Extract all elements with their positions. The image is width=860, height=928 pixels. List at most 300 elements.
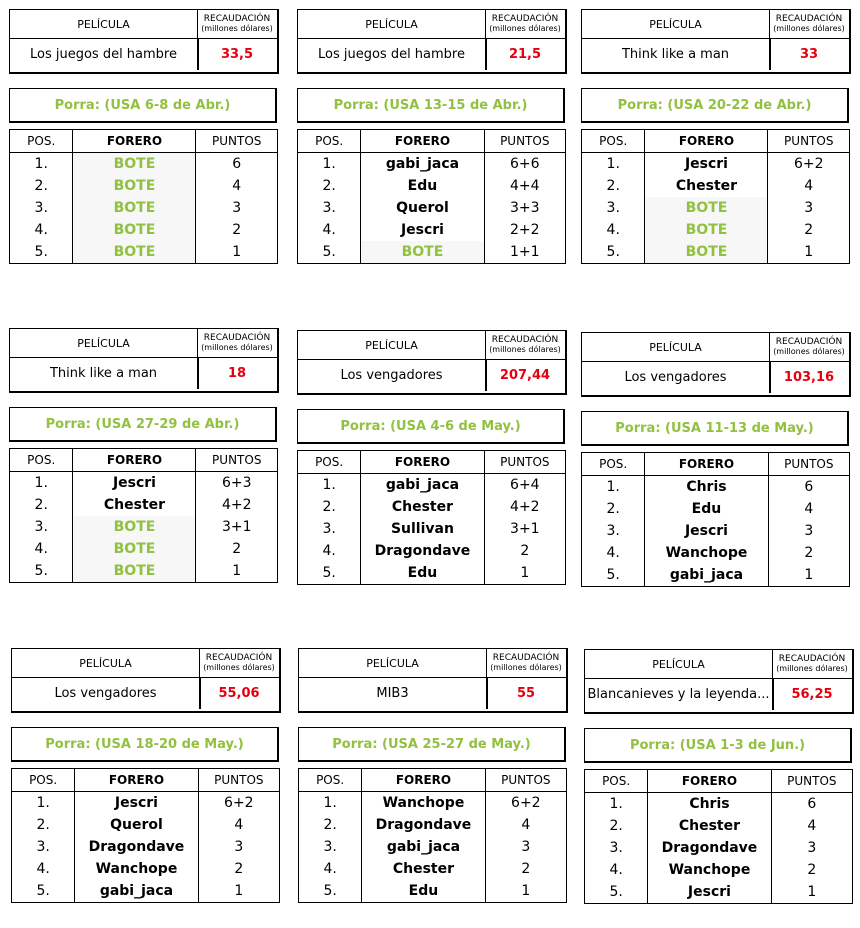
movie-box	[584, 649, 854, 714]
table-header-row	[582, 130, 850, 153]
puntos-header: PUNTOS	[768, 130, 850, 153]
ranking-table	[9, 129, 278, 264]
gross-amount: 21,5	[508, 47, 542, 62]
table-row	[582, 197, 850, 219]
movie-title: Los juegos del hambre	[298, 39, 487, 70]
recaudacion-sub-label: (millones dólares)	[489, 24, 561, 33]
table-row	[12, 814, 280, 836]
table-row	[12, 836, 280, 858]
puntos-header: PUNTOS	[771, 770, 852, 793]
gross-amount: 55	[516, 686, 536, 701]
movie-box	[581, 332, 851, 397]
row-forero: Edu	[362, 880, 485, 903]
porra-title: Porra: (USA 27-29 de Abr.)	[9, 407, 277, 442]
pos-header: POS.	[582, 453, 645, 476]
row-puntos: 4	[232, 178, 242, 194]
puntos-header: PUNTOS	[484, 451, 565, 474]
row-forero: BOTE	[73, 219, 196, 241]
row-pos: 1.	[585, 793, 648, 816]
forero-header: FORERO	[362, 769, 485, 792]
row-puntos: 6+3	[221, 475, 252, 491]
ranking-table	[581, 452, 850, 587]
table-row	[298, 496, 566, 518]
row-pos: 4.	[582, 542, 645, 564]
movie-title: Think like a man	[10, 358, 199, 389]
movie-box	[9, 328, 279, 393]
gross-amount: 18	[227, 366, 247, 381]
row-pos: 2.	[585, 815, 648, 837]
row-forero: Wanchope	[362, 792, 485, 815]
table-row	[10, 175, 278, 197]
porra-block	[9, 9, 279, 260]
row-puntos: 4	[804, 501, 814, 517]
row-puntos: 6+2	[224, 795, 254, 811]
ranking-table	[297, 450, 566, 585]
table-row	[10, 197, 278, 219]
movie-title: Los vengadores	[298, 360, 487, 391]
pelicula-header: PELÍCULA	[298, 10, 486, 38]
table-header-row	[10, 130, 278, 153]
row-forero: Edu	[645, 498, 768, 520]
recaudacion-label: RECAUDACIÓN	[778, 654, 846, 664]
recaudacion-header	[199, 649, 279, 677]
porra-title: Porra: (USA 18-20 de May.)	[11, 727, 279, 762]
row-pos: 1.	[10, 153, 73, 176]
row-pos: 3.	[582, 197, 645, 219]
row-pos: 2.	[298, 496, 361, 518]
recaudacion-header	[769, 10, 849, 38]
row-forero: Wanchope	[75, 858, 198, 880]
row-forero: Wanchope	[648, 859, 771, 881]
row-pos: 1.	[12, 792, 75, 815]
row-puntos: 6+2	[793, 156, 824, 172]
table-row	[10, 241, 278, 264]
row-puntos: 2	[804, 545, 814, 561]
row-pos: 4.	[10, 219, 73, 241]
row-forero: Chester	[361, 496, 484, 518]
row-forero: BOTE	[73, 153, 196, 176]
row-puntos: 1	[232, 563, 242, 579]
row-pos: 3.	[12, 836, 75, 858]
movie-box	[9, 9, 279, 74]
forero-header: FORERO	[73, 449, 196, 472]
row-pos: 2.	[299, 814, 362, 836]
recaudacion-sub-label: (millones dólares)	[203, 663, 275, 672]
table-row	[582, 153, 850, 176]
movie-box	[581, 9, 851, 74]
gross-amount: 33	[799, 47, 819, 62]
forero-header: FORERO	[361, 451, 484, 474]
row-puntos: 2+2	[509, 222, 540, 238]
forero-header: FORERO	[648, 770, 771, 793]
row-puntos: 3	[234, 839, 244, 855]
table-row	[298, 175, 566, 197]
table-row	[299, 814, 567, 836]
row-puntos: 2	[234, 861, 244, 877]
row-forero: Jescri	[73, 472, 196, 495]
recaudacion-label: RECAUDACIÓN	[205, 653, 273, 663]
table-row	[298, 540, 566, 562]
table-row	[582, 175, 850, 197]
row-puntos: 6	[807, 796, 817, 812]
movie-box	[298, 648, 568, 713]
row-pos: 5.	[12, 880, 75, 903]
movie-title: Blancanieves y la leyenda...	[585, 679, 774, 710]
row-forero: Querol	[361, 197, 484, 219]
table-header-row	[298, 451, 566, 474]
row-puntos: 1	[520, 565, 530, 581]
table-row	[298, 474, 566, 497]
table-row	[10, 472, 278, 495]
row-puntos: 4+4	[509, 178, 540, 194]
row-pos: 3.	[585, 837, 648, 859]
row-puntos: 1	[807, 884, 817, 900]
row-puntos: 4	[234, 817, 244, 833]
porra-block	[11, 648, 281, 899]
pelicula-header: PELÍCULA	[585, 650, 773, 678]
recaudacion-header	[197, 10, 277, 38]
table-row	[582, 542, 850, 564]
porra-block	[297, 330, 567, 581]
recaudacion-label: RECAUDACIÓN	[491, 335, 559, 345]
table-row	[299, 858, 567, 880]
porra-title: Porra: (USA 20-22 de Abr.)	[581, 88, 849, 123]
row-pos: 4.	[12, 858, 75, 880]
row-forero: BOTE	[645, 197, 768, 219]
row-forero: Chris	[648, 793, 771, 816]
table-row	[585, 881, 853, 904]
row-pos: 2.	[298, 175, 361, 197]
pelicula-header: PELÍCULA	[582, 333, 770, 361]
row-puntos: 3+3	[509, 200, 540, 216]
row-puntos: 3	[521, 839, 531, 855]
gross-amount: 55,06	[218, 686, 260, 701]
table-row	[12, 792, 280, 815]
movie-title: Think like a man	[582, 39, 771, 70]
puntos-header: PUNTOS	[198, 769, 279, 792]
row-puntos: 4	[807, 818, 817, 834]
table-row	[10, 153, 278, 176]
row-puntos: 6+2	[511, 795, 541, 811]
row-forero: Dragondave	[361, 540, 484, 562]
recaudacion-label: RECAUDACIÓN	[775, 337, 843, 347]
row-forero: gabi_jaca	[75, 880, 198, 903]
porra-title: Porra: (USA 6-8 de Abr.)	[9, 88, 277, 123]
table-row	[585, 859, 853, 881]
forero-header: FORERO	[73, 130, 196, 153]
porra-block	[9, 328, 279, 579]
row-forero: Chester	[645, 175, 768, 197]
porra-block	[581, 9, 851, 260]
gross-amount: 33,5	[220, 47, 254, 62]
row-pos: 5.	[298, 562, 361, 585]
porra-block	[584, 649, 854, 900]
row-forero: Sullivan	[361, 518, 484, 540]
movie-title: Los vengadores	[12, 678, 201, 709]
row-puntos: 1	[232, 244, 242, 260]
row-puntos: 3	[804, 523, 814, 539]
pos-header: POS.	[12, 769, 75, 792]
table-row	[298, 241, 566, 264]
row-pos: 5.	[299, 880, 362, 903]
recaudacion-header	[769, 333, 849, 361]
row-pos: 1.	[298, 153, 361, 176]
movie-box	[297, 330, 567, 395]
row-puntos: 4+2	[221, 497, 252, 513]
puntos-header: PUNTOS	[196, 130, 278, 153]
row-forero: Jescri	[645, 153, 768, 176]
porra-title: Porra: (USA 1-3 de Jun.)	[584, 728, 852, 763]
row-forero: Chris	[645, 476, 768, 499]
pos-header: POS.	[585, 770, 648, 793]
row-puntos: 2	[804, 222, 814, 238]
row-forero: Jescri	[361, 219, 484, 241]
row-forero: Jescri	[645, 520, 768, 542]
row-puntos: 6	[804, 479, 814, 495]
row-forero: Dragondave	[362, 814, 485, 836]
row-puntos: 1+1	[509, 244, 540, 260]
pelicula-header: PELÍCULA	[582, 10, 770, 38]
table-row	[10, 516, 278, 538]
table-row	[10, 494, 278, 516]
table-row	[299, 880, 567, 903]
row-puntos: 3	[807, 840, 817, 856]
table-row	[582, 476, 850, 499]
pelicula-header: PELÍCULA	[12, 649, 200, 677]
row-pos: 3.	[10, 197, 73, 219]
row-forero: BOTE	[73, 197, 196, 219]
row-forero: Dragondave	[75, 836, 198, 858]
row-pos: 1.	[299, 792, 362, 815]
table-row	[298, 219, 566, 241]
table-row	[12, 858, 280, 880]
row-puntos: 1	[234, 883, 244, 899]
table-row	[585, 837, 853, 859]
row-pos: 4.	[298, 219, 361, 241]
row-pos: 1.	[582, 476, 645, 499]
row-puntos: 2	[232, 541, 242, 557]
puntos-header: PUNTOS	[484, 130, 565, 153]
movie-box	[11, 648, 281, 713]
recaudacion-header	[486, 649, 566, 677]
recaudacion-header	[772, 650, 852, 678]
row-forero: BOTE	[73, 538, 196, 560]
recaudacion-sub-label: (millones dólares)	[773, 24, 845, 33]
row-pos: 4.	[10, 538, 73, 560]
table-row	[585, 793, 853, 816]
row-pos: 3.	[582, 520, 645, 542]
row-pos: 2.	[582, 175, 645, 197]
row-puntos: 2	[520, 543, 530, 559]
recaudacion-sub-label: (millones dólares)	[201, 343, 273, 352]
recaudacion-header	[485, 331, 565, 359]
row-forero: BOTE	[361, 241, 484, 264]
row-puntos: 1	[804, 244, 814, 260]
table-row	[582, 520, 850, 542]
ranking-table	[9, 448, 278, 583]
porra-title: Porra: (USA 11-13 de May.)	[581, 411, 849, 446]
row-pos: 1.	[10, 472, 73, 495]
row-puntos: 1	[521, 883, 531, 899]
puntos-header: PUNTOS	[485, 769, 566, 792]
row-puntos: 6+6	[509, 156, 540, 172]
forero-header: FORERO	[75, 769, 198, 792]
table-row	[582, 498, 850, 520]
table-row	[10, 538, 278, 560]
row-pos: 3.	[10, 516, 73, 538]
table-row	[298, 518, 566, 540]
gross-amount: 56,25	[791, 687, 833, 702]
row-puntos: 2	[232, 222, 242, 238]
row-forero: Dragondave	[648, 837, 771, 859]
row-forero: gabi_jaca	[362, 836, 485, 858]
table-row	[10, 560, 278, 583]
porra-title: Porra: (USA 25-27 de May.)	[298, 727, 566, 762]
row-pos: 4.	[298, 540, 361, 562]
forero-header: FORERO	[645, 453, 768, 476]
row-forero: Chester	[648, 815, 771, 837]
row-forero: Wanchope	[645, 542, 768, 564]
table-header-row	[298, 130, 566, 153]
row-forero: Edu	[361, 562, 484, 585]
table-row	[10, 219, 278, 241]
row-forero: Edu	[361, 175, 484, 197]
row-pos: 3.	[298, 197, 361, 219]
row-forero: Jescri	[75, 792, 198, 815]
row-puntos: 6+4	[510, 477, 540, 493]
row-pos: 4.	[299, 858, 362, 880]
pos-header: POS.	[10, 130, 73, 153]
table-header-row	[10, 449, 278, 472]
puntos-header: PUNTOS	[196, 449, 278, 472]
movie-title: MIB3	[299, 678, 488, 709]
table-row	[298, 153, 566, 176]
pos-header: POS.	[298, 451, 361, 474]
pos-header: POS.	[10, 449, 73, 472]
recaudacion-sub-label: (millones dólares)	[201, 24, 273, 33]
recaudacion-header	[197, 329, 277, 357]
pelicula-header: PELÍCULA	[10, 10, 198, 38]
table-header-row	[582, 453, 850, 476]
row-pos: 5.	[10, 560, 73, 583]
row-pos: 2.	[582, 498, 645, 520]
ranking-table	[11, 768, 280, 903]
row-forero: BOTE	[645, 241, 768, 264]
table-row	[299, 836, 567, 858]
row-puntos: 3	[232, 200, 242, 216]
ranking-table	[297, 129, 566, 264]
row-pos: 1.	[582, 153, 645, 176]
row-puntos: 1	[804, 567, 814, 583]
recaudacion-label: RECAUDACIÓN	[491, 14, 559, 24]
table-row	[582, 564, 850, 587]
pos-header: POS.	[299, 769, 362, 792]
pos-header: POS.	[298, 130, 361, 153]
puntos-header: PUNTOS	[768, 453, 849, 476]
porra-block	[297, 9, 567, 260]
row-pos: 5.	[10, 241, 73, 264]
recaudacion-header	[485, 10, 565, 38]
recaudacion-label: RECAUDACIÓN	[492, 653, 560, 663]
row-pos: 1.	[298, 474, 361, 497]
row-pos: 5.	[582, 564, 645, 587]
forero-header: FORERO	[361, 130, 484, 153]
row-pos: 2.	[12, 814, 75, 836]
ranking-table	[298, 768, 567, 903]
row-pos: 4.	[585, 859, 648, 881]
table-row	[298, 197, 566, 219]
row-forero: BOTE	[73, 516, 196, 538]
row-pos: 5.	[585, 881, 648, 904]
row-pos: 3.	[299, 836, 362, 858]
row-forero: Jescri	[648, 881, 771, 904]
row-puntos: 2	[807, 862, 817, 878]
row-puntos: 3+1	[510, 521, 540, 537]
movie-title: Los vengadores	[582, 362, 771, 393]
porra-block	[298, 648, 568, 899]
row-pos: 4.	[582, 219, 645, 241]
ranking-table	[584, 769, 853, 904]
movie-title: Los juegos del hambre	[10, 39, 199, 70]
pelicula-header: PELÍCULA	[10, 329, 198, 357]
row-forero: BOTE	[73, 560, 196, 583]
table-header-row	[585, 770, 853, 793]
row-forero: BOTE	[73, 241, 196, 264]
row-puntos: 3	[804, 200, 814, 216]
row-forero: Querol	[75, 814, 198, 836]
ranking-table	[581, 129, 850, 264]
row-puntos: 4	[521, 817, 531, 833]
row-pos: 5.	[582, 241, 645, 264]
table-row	[582, 219, 850, 241]
movie-box	[297, 9, 567, 74]
table-row	[12, 880, 280, 903]
table-header-row	[12, 769, 280, 792]
pelicula-header: PELÍCULA	[298, 331, 486, 359]
row-pos: 2.	[10, 494, 73, 516]
row-pos: 5.	[298, 241, 361, 264]
row-forero: gabi_jaca	[361, 474, 484, 497]
porra-title: Porra: (USA 4-6 de May.)	[297, 409, 565, 444]
recaudacion-label: RECAUDACIÓN	[775, 14, 843, 24]
table-row	[585, 815, 853, 837]
table-row	[298, 562, 566, 585]
table-row	[299, 792, 567, 815]
table-row	[582, 241, 850, 264]
forero-header: FORERO	[645, 130, 768, 153]
pos-header: POS.	[582, 130, 645, 153]
recaudacion-label: RECAUDACIÓN	[203, 333, 271, 343]
row-forero: BOTE	[645, 219, 768, 241]
row-forero: BOTE	[73, 175, 196, 197]
row-puntos: 3+1	[221, 519, 252, 535]
table-header-row	[299, 769, 567, 792]
porra-block	[581, 332, 851, 583]
row-puntos: 4	[804, 178, 814, 194]
gross-amount: 103,16	[783, 370, 835, 385]
porra-title: Porra: (USA 13-15 de Abr.)	[297, 88, 565, 123]
row-puntos: 6	[232, 156, 242, 172]
row-forero: Chester	[73, 494, 196, 516]
recaudacion-sub-label: (millones dólares)	[776, 664, 848, 673]
recaudacion-label: RECAUDACIÓN	[203, 14, 271, 24]
row-forero: Chester	[362, 858, 485, 880]
row-puntos: 4+2	[510, 499, 540, 515]
pelicula-header: PELÍCULA	[299, 649, 487, 677]
recaudacion-sub-label: (millones dólares)	[489, 345, 561, 354]
recaudacion-sub-label: (millones dólares)	[773, 347, 845, 356]
row-pos: 3.	[298, 518, 361, 540]
